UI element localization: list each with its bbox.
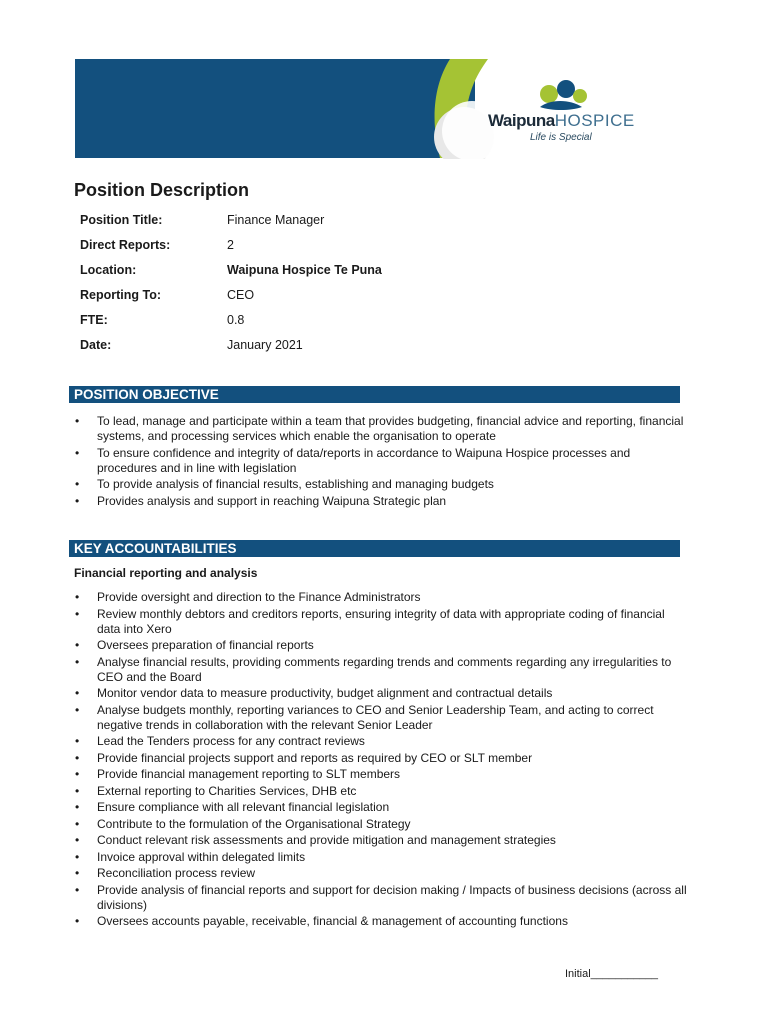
accountabilities-list bbox=[72, 590, 687, 931]
list-item: • Review monthly debtors and creditors reports, ensuring integrity of data with appropriate coding of financial data into Xero bbox=[72, 607, 687, 637]
list-item: • External reporting to Charities Services, DHB etc bbox=[72, 784, 687, 799]
list-item: • To lead, manage and participate within a team that provides budgeting, financial advice and reporting, financial systems, and processing services which enable the organisation to operate bbox=[72, 414, 684, 444]
list-item: • Analyse financial results, providing comments regarding trends and comments regarding any irregularities to CEO and the Board bbox=[72, 655, 687, 685]
field-value: 2 bbox=[227, 238, 234, 252]
field-label: Direct Reports: bbox=[80, 238, 171, 252]
list-item: • Reconciliation process review bbox=[72, 866, 687, 881]
waipuna-logo bbox=[410, 59, 690, 159]
list-item: • Provide financial management reporting to SLT members bbox=[72, 767, 687, 782]
field-label: Position Title: bbox=[80, 213, 163, 227]
logo-name-light: HOSPICE bbox=[554, 111, 635, 130]
list-item: • Conduct relevant risk assessments and provide mitigation and management strategies bbox=[72, 833, 687, 848]
list-item: • Provide analysis of financial reports and support for decision making / Impacts of business decisions (across all divisions) bbox=[72, 883, 687, 913]
list-item: • Oversees preparation of financial reports bbox=[72, 638, 687, 653]
field-label: Date: bbox=[80, 338, 112, 352]
list-item: • Monitor vendor data to measure productivity, budget alignment and contractual details bbox=[72, 686, 687, 701]
field-value: Waipuna Hospice Te Puna bbox=[227, 263, 382, 277]
list-item: • Contribute to the formulation of the Organisational Strategy bbox=[72, 817, 687, 832]
field-label: Location: bbox=[80, 263, 137, 277]
list-item: • Provides analysis and support in reaching Waipuna Strategic plan bbox=[72, 494, 684, 509]
initial-line: Initial___________ bbox=[565, 968, 658, 980]
field-value: 0.8 bbox=[227, 313, 245, 327]
field-value: Finance Manager bbox=[227, 213, 325, 227]
field-value: CEO bbox=[227, 288, 255, 302]
list-item: • Provide financial projects support and reports as required by CEO or SLT member bbox=[72, 751, 687, 766]
list-item: • Provide oversight and direction to the Finance Administrators bbox=[72, 590, 687, 605]
subheading-financial-reporting: Financial reporting and analysis bbox=[74, 566, 258, 580]
field-label: Reporting To: bbox=[80, 288, 161, 302]
field-label: FTE: bbox=[80, 313, 108, 327]
list-item: • Oversees accounts payable, receivable, financial & management of accounting functions bbox=[72, 914, 687, 929]
list-item: • Analyse budgets monthly, reporting variances to CEO and Senior Leadership Team, and acting to correct negative trends in collaboration with the relevant Senior Leader bbox=[72, 703, 687, 733]
section-heading-key-accountabilities: KEY ACCOUNTABILITIES bbox=[69, 540, 680, 557]
section-heading-position-objective: POSITION OBJECTIVE bbox=[69, 386, 680, 403]
field-value: January 2021 bbox=[227, 338, 303, 352]
logo-wordmark bbox=[488, 111, 635, 131]
page-title: Position Description bbox=[74, 180, 250, 200]
logo-name-bold: Waipuna bbox=[488, 111, 555, 130]
list-item: • Invoice approval within delegated limits bbox=[72, 850, 687, 865]
list-item: • To ensure confidence and integrity of data/reports in accordance to Waipuna Hospice processes and procedures and in line with legislation bbox=[72, 446, 684, 476]
objective-list bbox=[72, 414, 684, 510]
list-item: • To provide analysis of financial results, establishing and managing budgets bbox=[72, 477, 684, 492]
list-item: • Lead the Tenders process for any contract reviews bbox=[72, 734, 687, 749]
list-item: • Ensure compliance with all relevant financial legislation bbox=[72, 800, 687, 815]
logo-tagline: Life is Special bbox=[530, 132, 592, 143]
